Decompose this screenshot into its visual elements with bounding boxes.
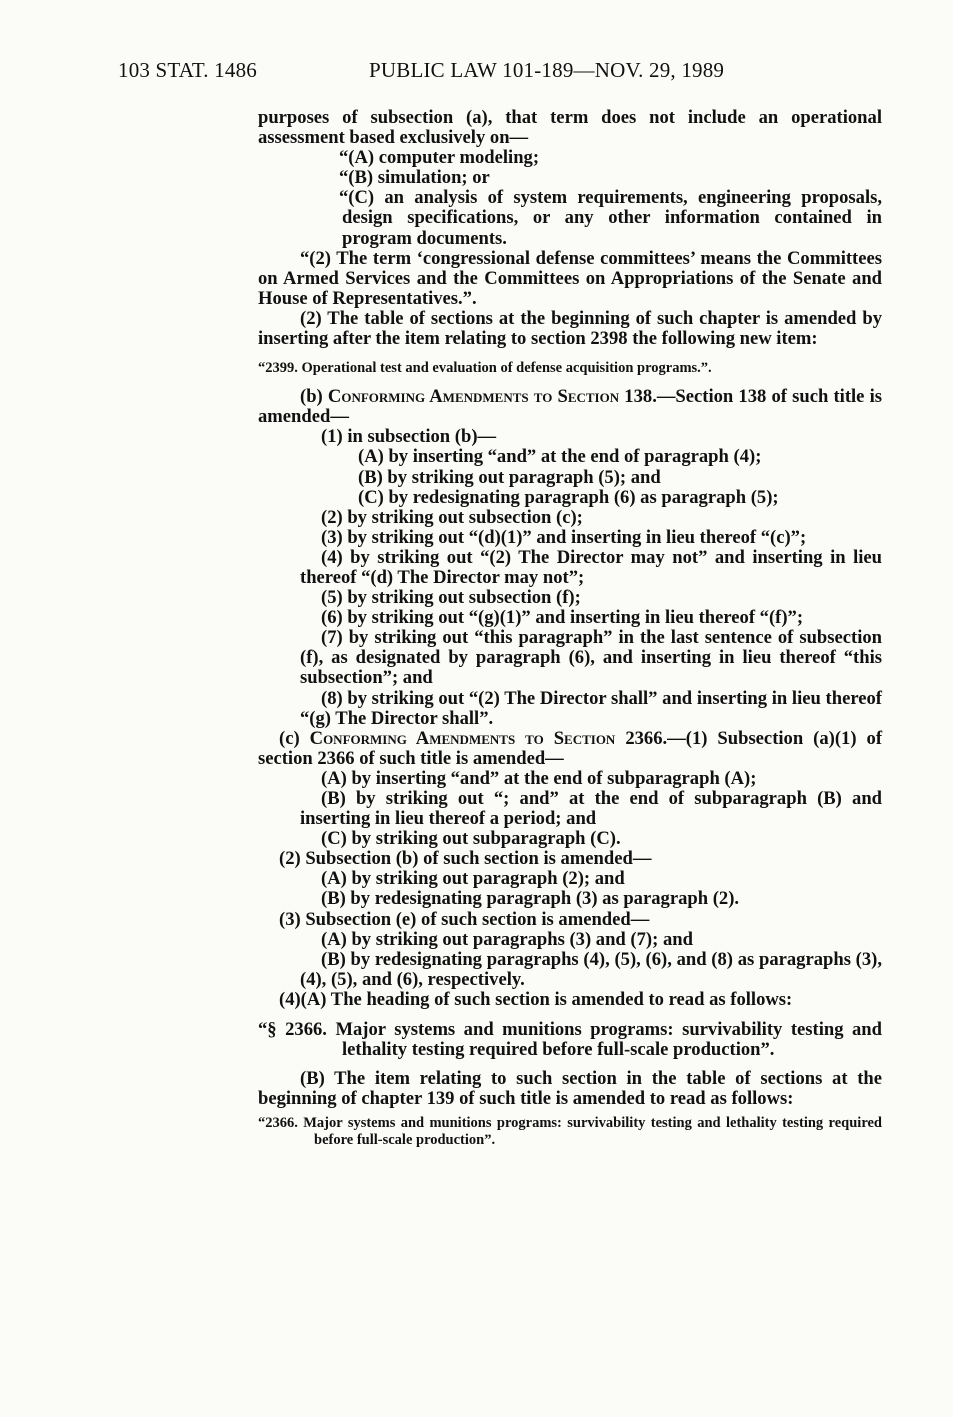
subsection-text: 138.—Section 138 of such title is amended— bbox=[258, 386, 883, 428]
paragraph: “(2) The term ‘congressional defense committees’ means the Committees on Armed Services and the Committees on Appropriations of the Senate and House of Representatives.”. bbox=[258, 247, 882, 309]
paragraph: (2) The table of sections at the beginning of such chapter is amended by inserting after the item relating to section 2398 the following new item: bbox=[258, 307, 882, 350]
paragraph: (A) by striking out paragraph (2); and bbox=[321, 868, 625, 890]
paragraph: “(B) simulation; or bbox=[339, 167, 490, 189]
subsection-label: (b) bbox=[300, 386, 323, 408]
paragraph: (C) by redesignating paragraph (6) as paragraph (5); bbox=[358, 486, 779, 508]
paragraph: (A) by inserting “and” at the end of subparagraph (A); bbox=[321, 767, 757, 789]
subsection-label: (c) bbox=[279, 727, 300, 749]
document-body bbox=[258, 108, 882, 1149]
table-of-sections-item: “2366. Major systems and munitions programs: survivability testing and lethality testing required before full-scale production”. bbox=[258, 1115, 882, 1149]
paragraph: (2) by striking out subsection (c); bbox=[321, 506, 583, 528]
paragraph: (3) Subsection (e) of such section is amended— bbox=[279, 908, 650, 930]
paragraph: (5) by striking out subsection (f); bbox=[321, 587, 581, 609]
subsection-heading: Conforming Amendments to Section bbox=[327, 386, 620, 408]
paragraph: (2) Subsection (b) of such section is amended— bbox=[279, 848, 652, 870]
paragraph: “(C) an analysis of system requirements, engineering proposals, design specifications, or any other information contained in program documents. bbox=[339, 187, 882, 249]
paragraph: (8) by striking out “(2) The Director shall” and inserting in lieu thereof “(g) The Director shall”. bbox=[300, 687, 882, 729]
paragraph: purposes of subsection (a), that term does not include an operational assessment based exclusively on— bbox=[258, 107, 882, 149]
subsection-heading: Conforming Amendments to Section bbox=[309, 727, 616, 749]
subsection-heading-paragraph bbox=[258, 729, 882, 769]
section-heading: “§ 2366. Major systems and munitions programs: survivability testing and lethality testing required before full-scale production”. bbox=[258, 1019, 882, 1061]
paragraph: (3) by striking out “(d)(1)” and inserting in lieu thereof “(c)”; bbox=[321, 526, 807, 548]
paragraph: (6) by striking out “(g)(1)” and inserting in lieu thereof “(f)”; bbox=[321, 607, 804, 629]
subsection-text: 2366.—(1) Subsection (a)(1) of section 2366 of such title is amended— bbox=[258, 727, 883, 769]
law-title: PUBLIC LAW 101-189—NOV. 29, 1989 bbox=[369, 58, 725, 82]
paragraph: (B) by striking out paragraph (5); and bbox=[358, 466, 661, 488]
paragraph: (7) by striking out “this paragraph” in the last sentence of subsection (f), as designated by paragraph (6), and inserting in lieu thereof “this subsection”; and bbox=[300, 627, 882, 689]
paragraph: (B) by redesignating paragraphs (4), (5), (6), and (8) as paragraphs (3), (4), (5), and (6), respectively. bbox=[300, 948, 882, 990]
table-of-sections-item: “2399. Operational test and evaluation of defense acquisition programs.”. bbox=[258, 360, 712, 377]
paragraph: (A) by striking out paragraphs (3) and (7); and bbox=[321, 928, 693, 950]
subsection-heading-paragraph bbox=[258, 387, 882, 427]
paragraph: (A) by inserting “and” at the end of paragraph (4); bbox=[358, 446, 762, 468]
paragraph: “(A) computer modeling; bbox=[339, 147, 540, 169]
paragraph: (C) by striking out subparagraph (C). bbox=[321, 828, 621, 850]
paragraph: (B) by striking out “; and” at the end of subparagraph (B) and inserting in lieu thereof a period; and bbox=[300, 788, 882, 830]
paragraph: (B) The item relating to such section in the table of sections at the beginning of chapter 139 of such title is amended to read as follows: bbox=[258, 1068, 882, 1110]
paragraph: (4)(A) The heading of such section is amended to read as follows: bbox=[279, 988, 793, 1010]
paragraph: (1) in subsection (b)— bbox=[321, 426, 497, 448]
stat-citation: 103 STAT. 1486 bbox=[118, 58, 257, 82]
paragraph: (B) by redesignating paragraph (3) as paragraph (2). bbox=[321, 888, 740, 910]
paragraph: (4) by striking out “(2) The Director may not” and inserting in lieu thereof “(d) The Director may not”; bbox=[300, 546, 882, 588]
